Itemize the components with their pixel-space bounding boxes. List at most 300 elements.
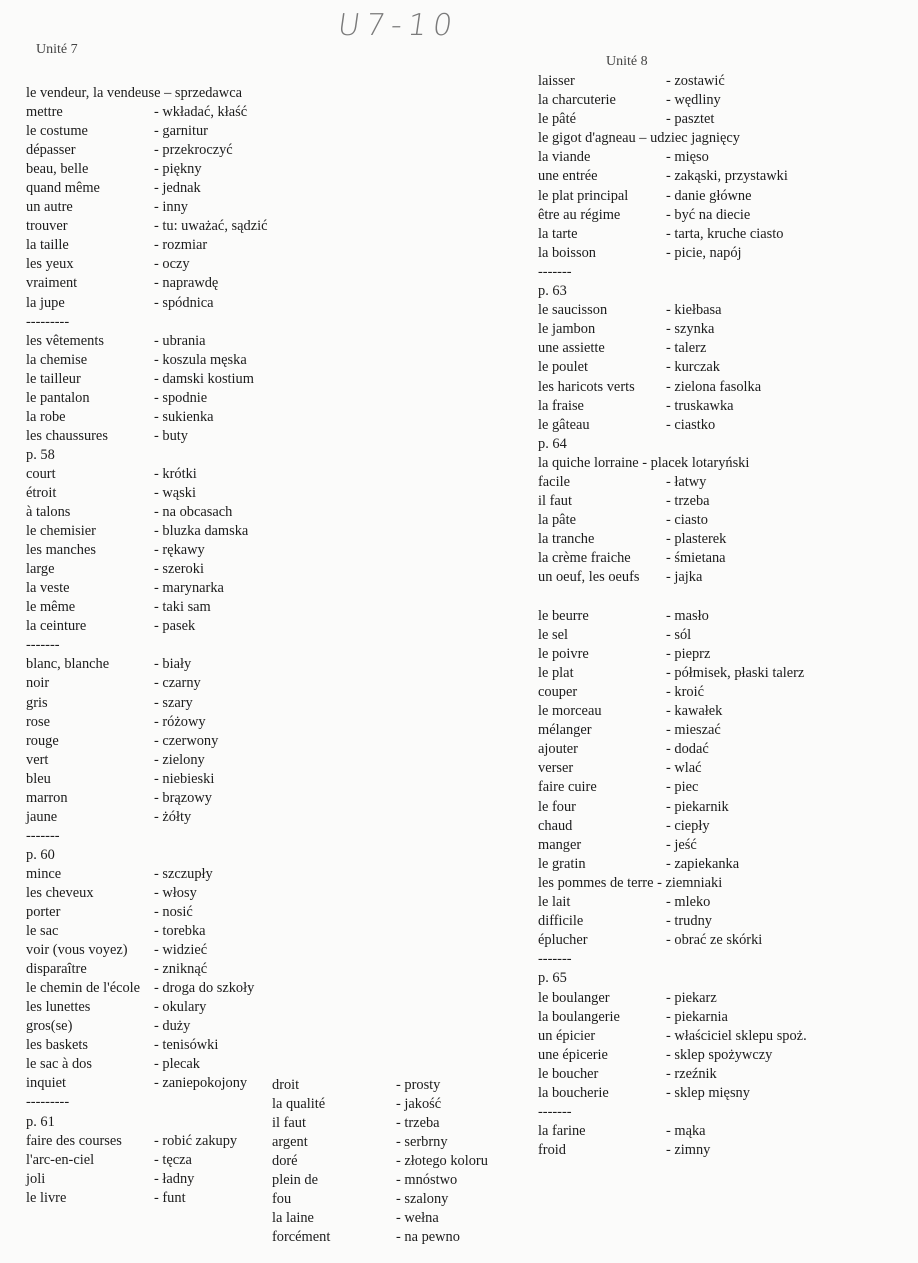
vocab-row <box>538 492 898 511</box>
vocab-row <box>538 549 898 568</box>
polish-translation: - brązowy <box>154 789 212 806</box>
polish-translation: - dodać <box>666 741 709 758</box>
vocab-row <box>538 607 898 626</box>
polish-translation: - niebieski <box>154 770 215 787</box>
french-term: p. 61 <box>26 1113 55 1130</box>
polish-translation: - spódnica <box>154 294 214 311</box>
vocab-row <box>538 817 898 836</box>
vocab-row <box>538 1084 898 1103</box>
vocab-row <box>26 84 316 103</box>
french-term: la ceinture <box>26 618 87 635</box>
french-term: le boucher <box>538 1065 599 1082</box>
polish-translation: - biały <box>154 656 192 673</box>
french-term: la chemise <box>26 351 88 368</box>
polish-translation: - kawałek <box>666 703 723 720</box>
polish-translation: - droga do szkoły <box>154 980 255 997</box>
polish-translation: - różowy <box>154 713 206 730</box>
french-term: l'arc-en-ciel <box>26 1151 95 1168</box>
french-term: la robe <box>26 408 66 425</box>
polish-translation: - wełna <box>396 1210 439 1226</box>
french-term: le sel <box>538 626 568 643</box>
polish-translation: - ciepły <box>666 817 710 834</box>
polish-translation: - ciastko <box>666 416 716 433</box>
french-term: laisser <box>538 73 575 89</box>
vocab-row <box>538 301 898 320</box>
french-term: p. 63 <box>538 283 567 300</box>
vocab-row <box>26 294 316 313</box>
polish-translation: - wlać <box>666 760 702 777</box>
vocab-row <box>538 1027 898 1046</box>
polish-translation: - plecak <box>154 1056 200 1073</box>
polish-translation: - łatwy <box>666 473 707 490</box>
polish-translation: - czarny <box>154 675 201 692</box>
polish-translation: - wkładać, kłaść <box>154 104 248 121</box>
polish-translation: - tu: uważać, sądzić <box>154 218 268 235</box>
unit-8-vocab-list <box>538 72 898 1160</box>
polish-translation: - plasterek <box>666 531 727 548</box>
french-term: marron <box>26 789 68 806</box>
polish-translation: - funt <box>154 1189 186 1206</box>
polish-translation: - sól <box>666 626 692 643</box>
vocab-row <box>538 588 898 607</box>
polish-translation: - kiełbasa <box>666 302 722 319</box>
polish-translation: - zielony <box>154 751 205 768</box>
vocab-row <box>272 1114 522 1133</box>
vocab-row <box>26 198 316 217</box>
polish-translation: - truskawka <box>666 397 734 414</box>
french-term: le lait <box>538 894 571 911</box>
french-term: mélanger <box>538 722 592 739</box>
polish-translation: - szczupły <box>154 865 213 882</box>
polish-translation: - torebka <box>154 923 206 940</box>
vocab-row <box>538 416 898 435</box>
vocab-row <box>26 141 316 160</box>
french-term: une assiette <box>538 340 605 357</box>
french-term: forcément <box>272 1229 331 1245</box>
polish-translation: - pasztet <box>666 111 715 128</box>
french-term: il faut <box>272 1115 306 1131</box>
polish-translation: - nosić <box>154 904 193 921</box>
french-term: la farine <box>538 1123 586 1140</box>
vocab-row <box>26 370 316 389</box>
vocab-row <box>26 427 316 446</box>
french-term: bleu <box>26 770 51 787</box>
french-term: large <box>26 561 55 578</box>
french-term: les lunettes <box>26 999 91 1016</box>
polish-translation: - mąka <box>666 1123 706 1140</box>
polish-translation: - rzeźnik <box>666 1065 717 1082</box>
french-term: inquiet <box>26 1075 66 1092</box>
french-term: doré <box>272 1153 298 1169</box>
vocab-row <box>538 931 898 950</box>
french-term: vraiment <box>26 275 78 292</box>
vocab-row <box>538 1141 898 1160</box>
handwritten-header: U7-10 <box>335 8 461 43</box>
polish-translation: - zniknąć <box>154 961 208 978</box>
french-term: difficile <box>538 913 584 930</box>
vocab-row <box>272 1209 522 1228</box>
french-term: le costume <box>26 123 88 140</box>
vocab-row <box>26 694 316 713</box>
polish-translation: - duży <box>154 1018 191 1035</box>
vocab-row <box>538 263 898 282</box>
french-term: le beurre <box>538 607 589 624</box>
unit-7-title: Unité 7 <box>36 42 78 57</box>
vocab-row <box>538 320 898 339</box>
french-term: la crème fraiche <box>538 550 631 567</box>
vocab-row <box>538 187 898 206</box>
vocab-row <box>538 778 898 797</box>
french-term: la laine <box>272 1210 314 1226</box>
polish-translation: - żółty <box>154 808 192 825</box>
french-term: un oeuf, les oeufs <box>538 569 640 586</box>
vocab-row <box>26 770 316 789</box>
vocab-row <box>26 541 316 560</box>
french-term: ------- <box>26 827 60 844</box>
vocab-row <box>538 836 898 855</box>
vocab-row <box>26 389 316 408</box>
french-term: les haricots verts <box>538 378 635 395</box>
vocab-row <box>26 408 316 427</box>
french-term: court <box>26 465 56 482</box>
vocab-row <box>26 979 316 998</box>
french-term: le jambon <box>538 321 596 338</box>
polish-translation: - rozmiar <box>154 237 208 254</box>
polish-translation: - ładny <box>154 1170 195 1187</box>
french-term: trouver <box>26 218 68 235</box>
vocab-row <box>538 874 898 893</box>
french-term: beau, belle <box>26 161 89 178</box>
vocab-row <box>538 702 898 721</box>
french-term: la taille <box>26 237 69 254</box>
vocab-row <box>26 179 316 198</box>
french-term: le poulet <box>538 359 588 376</box>
french-term: p. 60 <box>26 846 55 863</box>
unit-8-title: Unité 8 <box>606 54 648 69</box>
french-term: noir <box>26 675 50 692</box>
french-term: p. 64 <box>538 435 567 452</box>
polish-translation: - tenisówki <box>154 1037 219 1054</box>
vocab-row <box>538 358 898 377</box>
vocab-row <box>538 740 898 759</box>
vocab-row <box>26 998 316 1017</box>
french-term: la boisson <box>538 244 596 261</box>
vocab-row <box>26 522 316 541</box>
unit-7-vocab-list <box>26 84 316 1208</box>
polish-translation: - pieprz <box>666 645 711 662</box>
vocab-row <box>538 454 898 473</box>
french-term: facile <box>538 473 570 490</box>
polish-translation: - obrać ze skórki <box>666 932 763 949</box>
french-term: couper <box>538 684 578 700</box>
vocab-row <box>26 255 316 274</box>
vocab-row <box>272 1171 522 1190</box>
vocab-row <box>26 865 316 884</box>
french-term: mince <box>26 865 62 882</box>
polish-translation: - jednak <box>154 180 201 197</box>
polish-translation: - okulary <box>154 999 207 1016</box>
polish-translation: - bluzka damska <box>154 523 249 540</box>
vocab-row <box>26 598 316 617</box>
french-term: le pantalon <box>26 389 90 406</box>
french-term: les cheveux <box>26 884 94 901</box>
polish-translation: - właściciel sklepu spoż. <box>666 1027 807 1044</box>
vocab-row <box>538 950 898 969</box>
french-term: voir (vous voyez) <box>26 942 128 959</box>
french-term: chaud <box>538 817 573 834</box>
french-term: la boulangerie <box>538 1008 620 1025</box>
polish-translation: - talerz <box>666 340 707 357</box>
polish-translation: - taki sam <box>154 599 211 616</box>
french-term: dépasser <box>26 142 76 159</box>
vocab-row <box>538 721 898 740</box>
french-term: étroit <box>26 484 57 501</box>
french-term: une entrée <box>538 168 598 185</box>
vocab-row <box>26 465 316 484</box>
french-term: le plat <box>538 664 574 681</box>
polish-translation: - czerwony <box>154 732 219 749</box>
french-term: la qualité <box>272 1096 326 1112</box>
polish-translation: - wędliny <box>666 92 721 109</box>
vocab-row <box>26 789 316 808</box>
vocab-row <box>538 397 898 416</box>
polish-translation: - szeroki <box>154 561 204 578</box>
french-term: la boucherie <box>538 1084 609 1101</box>
polish-translation: - robić zakupy <box>154 1132 238 1149</box>
extra-vocab-list <box>272 1076 522 1247</box>
french-term: les pommes de terre - ziemniaki <box>538 874 723 891</box>
vocab-row <box>26 636 316 655</box>
vocab-row <box>538 282 898 301</box>
vocab-row <box>538 378 898 397</box>
vocab-row <box>26 846 316 865</box>
polish-translation: - ubrania <box>154 332 206 349</box>
polish-translation: - jajka <box>666 569 703 586</box>
polish-translation: - mnóstwo <box>396 1172 458 1188</box>
french-term: le plat principal <box>538 187 629 204</box>
vocab-row <box>26 655 316 674</box>
french-term: fou <box>272 1191 292 1207</box>
french-term: faire des courses <box>26 1132 122 1149</box>
polish-translation: - piekarnia <box>666 1008 728 1025</box>
polish-translation: - na obcasach <box>154 504 233 521</box>
french-term: la charcuterie <box>538 92 616 109</box>
french-term: un épicier <box>538 1027 596 1044</box>
polish-translation: - serbrny <box>396 1134 448 1150</box>
polish-translation: - tarta, kruche ciasto <box>666 225 784 242</box>
vocab-row <box>26 503 316 522</box>
vocab-row <box>26 484 316 503</box>
vocab-row <box>272 1152 522 1171</box>
polish-translation: - na pewno <box>396 1229 460 1245</box>
vocab-row <box>538 167 898 186</box>
french-term: le tailleur <box>26 370 81 387</box>
vocab-row <box>538 435 898 454</box>
vocab-row <box>538 759 898 778</box>
vocab-row <box>26 960 316 979</box>
vocab-row <box>26 446 316 465</box>
vocab-row <box>26 903 316 922</box>
french-term: les vêtements <box>26 332 104 349</box>
vocab-row <box>538 206 898 225</box>
polish-translation: - zostawić <box>666 73 725 89</box>
vocab-row <box>538 72 898 91</box>
french-term: le pâté <box>538 111 576 128</box>
vocab-row <box>538 912 898 931</box>
vocab-row <box>538 129 898 148</box>
french-term: les chaussures <box>26 427 108 444</box>
vocab-row <box>26 751 316 770</box>
french-term: rouge <box>26 732 59 749</box>
polish-translation: - widzieć <box>154 942 208 959</box>
vocab-row <box>26 103 316 122</box>
french-term: froid <box>538 1142 566 1159</box>
polish-translation: - jeść <box>666 836 697 853</box>
polish-translation: - pasek <box>154 618 196 635</box>
polish-translation: - piec <box>666 779 699 796</box>
french-term: le gigot d'agneau – udziec jagnięcy <box>538 130 740 147</box>
vocab-row <box>538 1008 898 1027</box>
french-term: la viande <box>538 149 591 166</box>
polish-translation: - być na diecie <box>666 206 751 223</box>
french-term: le livre <box>26 1189 67 1206</box>
polish-translation: - piekarz <box>666 989 717 1006</box>
vocab-row <box>26 884 316 903</box>
vocab-row <box>26 674 316 693</box>
polish-translation: - tęcza <box>154 1151 192 1168</box>
french-term: argent <box>272 1134 308 1150</box>
french-term: rose <box>26 713 50 730</box>
french-term: manger <box>538 836 582 853</box>
french-term: --------- <box>26 313 70 330</box>
polish-translation: - ciasto <box>666 512 708 529</box>
french-term: la quiche lorraine - placek lotaryński <box>538 454 750 471</box>
polish-translation: - włosy <box>154 884 197 901</box>
vocab-row <box>538 110 898 129</box>
polish-translation: - zimny <box>666 1142 711 1159</box>
french-term: la tranche <box>538 531 595 548</box>
polish-translation: - trzeba <box>666 493 710 510</box>
polish-translation: - sklep mięsny <box>666 1084 750 1101</box>
french-term: quand même <box>26 180 100 197</box>
french-term: le sac <box>26 923 59 940</box>
french-term: il faut <box>538 493 572 510</box>
vocab-row <box>26 941 316 960</box>
polish-translation: - sklep spożywczy <box>666 1046 773 1063</box>
polish-translation: - kroić <box>666 684 704 700</box>
french-term: joli <box>26 1170 46 1187</box>
vocab-row <box>26 217 316 236</box>
french-term: le poivre <box>538 645 589 662</box>
vocab-row <box>26 351 316 370</box>
polish-translation: - piekarnik <box>666 798 729 815</box>
vocab-row <box>272 1190 522 1209</box>
polish-translation: - zaniepokojony <box>154 1075 248 1092</box>
polish-translation: - trzeba <box>396 1115 440 1131</box>
vocab-row <box>538 664 898 683</box>
vocab-row <box>538 1122 898 1141</box>
polish-translation: - jakość <box>396 1096 442 1112</box>
french-term: ajouter <box>538 741 578 758</box>
vocab-row <box>272 1133 522 1152</box>
polish-translation: - trudny <box>666 913 712 930</box>
polish-translation: - krótki <box>154 465 197 482</box>
vocab-row <box>538 855 898 874</box>
vocab-row <box>26 922 316 941</box>
vocab-row <box>538 969 898 988</box>
vocab-row <box>26 732 316 751</box>
french-term: le même <box>26 599 76 616</box>
vocab-row <box>538 530 898 549</box>
french-term: blanc, blanche <box>26 656 110 673</box>
vocab-row <box>538 798 898 817</box>
vocab-row <box>538 1103 898 1122</box>
vocab-row <box>26 274 316 293</box>
french-term: ------- <box>538 263 572 280</box>
french-term: porter <box>26 904 61 921</box>
french-term: le vendeur, la vendeuse – sprzedawca <box>26 85 242 101</box>
vocab-row <box>26 1017 316 1036</box>
polish-translation: - mieszać <box>666 722 721 739</box>
vocab-row <box>26 579 316 598</box>
french-term: le four <box>538 798 576 815</box>
vocab-row <box>538 225 898 244</box>
polish-translation: - zakąski, przystawki <box>666 168 788 185</box>
french-term: plein de <box>272 1172 318 1188</box>
polish-translation: - śmietana <box>666 550 726 567</box>
french-term: les yeux <box>26 256 74 273</box>
polish-translation: - piękny <box>154 161 202 178</box>
polish-translation: - danie główne <box>666 187 752 204</box>
french-term: jaune <box>26 808 58 825</box>
polish-translation: - prosty <box>396 1077 441 1093</box>
vocab-row <box>538 1065 898 1084</box>
french-term: le boulanger <box>538 989 610 1006</box>
french-term: le gratin <box>538 855 586 872</box>
french-term: ------- <box>538 1104 572 1121</box>
polish-translation: - wąski <box>154 484 196 501</box>
vocab-row <box>538 645 898 664</box>
french-term: à talons <box>26 504 71 521</box>
french-term: le chemin de l'école <box>26 980 141 997</box>
polish-translation: - mięso <box>666 149 709 166</box>
vocab-row <box>26 1055 316 1074</box>
vocab-row <box>26 808 316 827</box>
french-term: verser <box>538 760 574 777</box>
vocab-row <box>538 244 898 263</box>
polish-translation: - masło <box>666 607 709 624</box>
polish-translation: - marynarka <box>154 580 224 597</box>
french-term: la veste <box>26 580 70 597</box>
french-term: un autre <box>26 199 73 216</box>
vocab-row <box>26 617 316 636</box>
french-term: gros(se) <box>26 1018 73 1035</box>
vocab-row <box>538 568 898 587</box>
french-term: faire cuire <box>538 779 597 796</box>
vocab-row <box>26 160 316 179</box>
polish-translation: - szalony <box>396 1191 449 1207</box>
polish-translation: - półmisek, płaski talerz <box>666 664 805 681</box>
vocab-row <box>538 989 898 1008</box>
vocab-row <box>26 332 316 351</box>
vocab-row <box>538 683 898 702</box>
french-term: ------- <box>538 951 572 968</box>
french-term: éplucher <box>538 932 588 949</box>
vocab-row <box>272 1228 522 1247</box>
vocab-row <box>26 122 316 141</box>
french-term: droit <box>272 1077 300 1093</box>
vocab-row <box>26 1036 316 1055</box>
